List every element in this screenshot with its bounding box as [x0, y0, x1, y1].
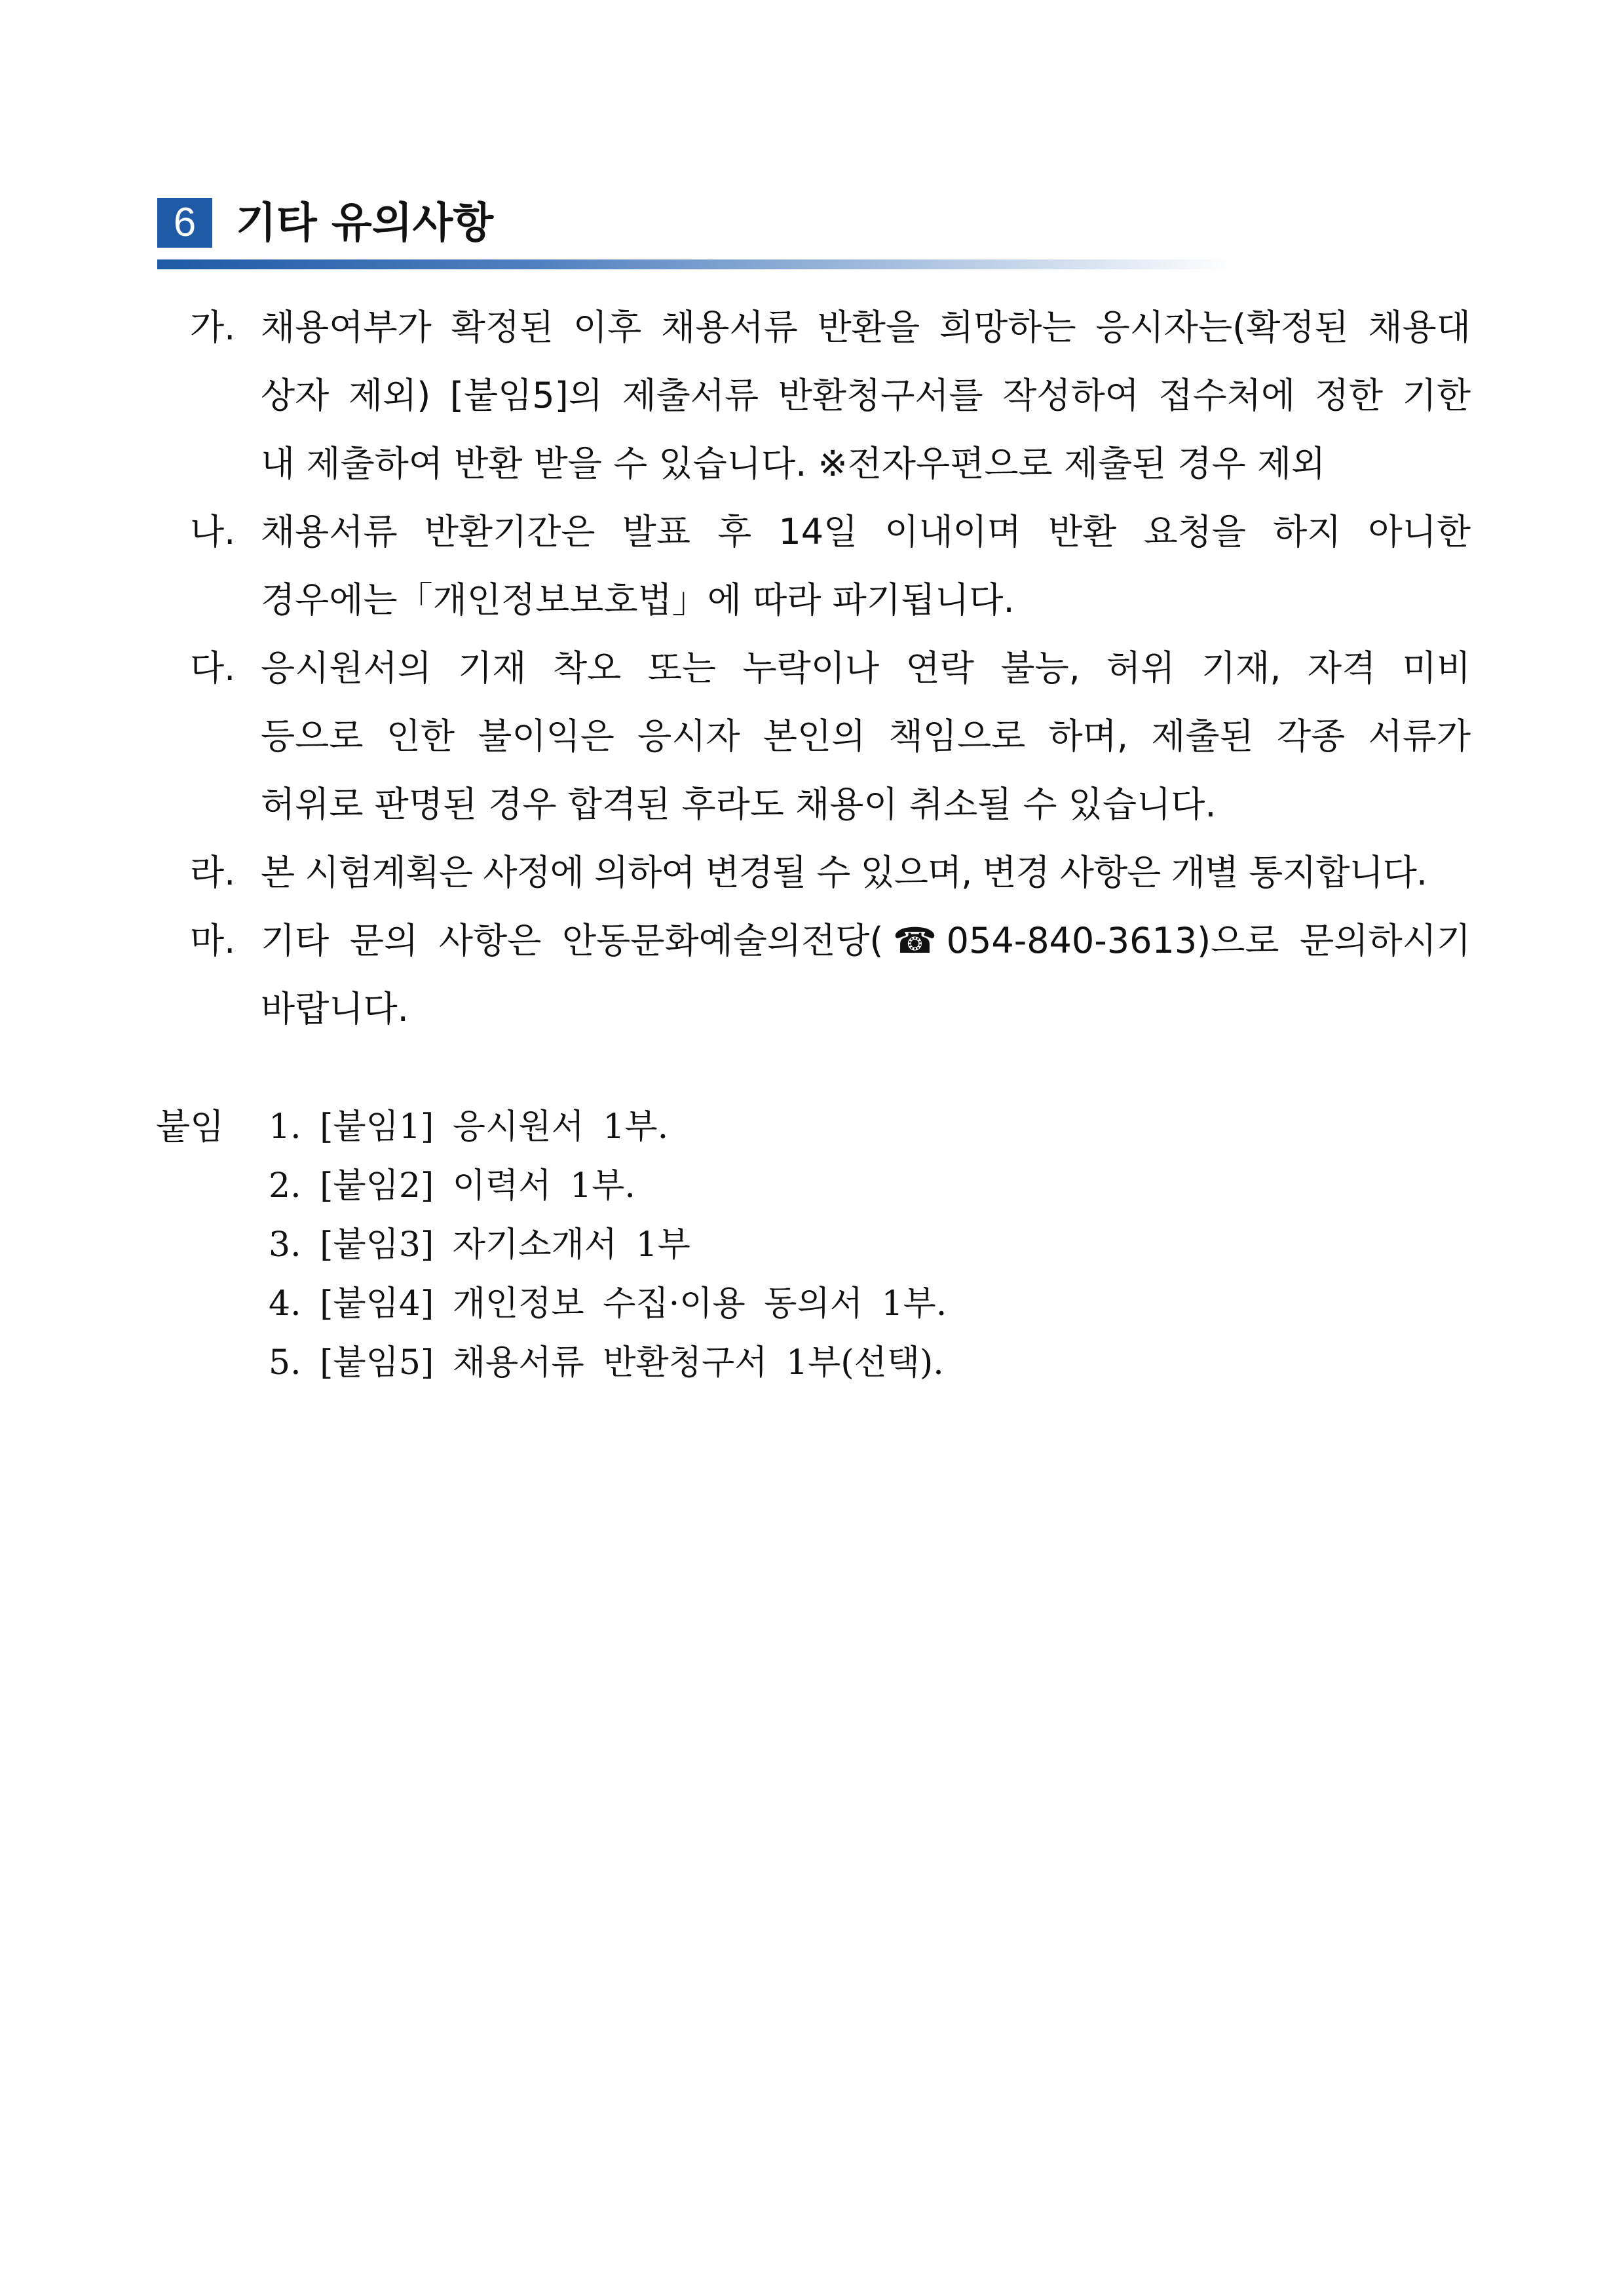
item-da-line-2: 등으로 인한 불이익은 응시자 본인의 책임으로 하며, 제출된 각종 서류가 [261, 717, 1471, 756]
attachment-item-5: 5. [붙임5] 채용서류 반환청구서 1부(선택). [269, 1343, 944, 1383]
item-ga-line-3: 내 제출하여 반환 받을 수 있습니다. ※전자우편으로 제출된 경우 제외 [261, 444, 1326, 484]
item-ga-line-2: 상자 제외) [붙임5]의 제출서류 반환청구서를 작성하여 접수처에 정한 기한 [261, 376, 1471, 415]
section-number-badge: 6 [157, 198, 212, 248]
item-marker-ga: 가. [190, 307, 236, 348]
item-marker-da: 다. [190, 647, 236, 689]
attachment-item-3: 3. [붙임3] 자기소개서 1부 [269, 1225, 690, 1265]
item-ma-line-2: 바랍니다. [261, 989, 409, 1029]
item-ra-line-1: 본 시험계획은 사정에 의하여 변경될 수 있으며, 변경 사항은 개별 통지합니다. [261, 853, 1427, 892]
item-marker-na: 나. [190, 511, 236, 552]
attachment-item-2: 2. [붙임2] 이력서 1부. [269, 1166, 635, 1206]
section-header [157, 194, 1232, 271]
item-marker-ma: 마. [190, 920, 236, 961]
item-na-line-1: 채용서류 반환기간은 발표 후 14일 이내이며 반환 요청을 하지 아니한 [261, 512, 1471, 552]
item-da-line-3: 허위로 판명된 경우 합격된 후라도 채용이 취소될 수 있습니다. [261, 785, 1217, 824]
attachment-item-1: 1. [붙임1] 응시원서 1부. [269, 1107, 669, 1147]
attachments-label: 붙임 [156, 1106, 225, 1147]
section-underline [157, 259, 1232, 269]
attachment-item-4: 4. [붙임4] 개인정보 수집·이용 동의서 1부. [269, 1284, 947, 1324]
item-na-line-2: 경우에는「개인정보보호법」에 따라 파기됩니다. [261, 581, 1015, 620]
item-da-line-1: 응시원서의 기재 착오 또는 누락이나 연락 불능, 허위 기재, 자격 미비 [261, 649, 1471, 688]
section-title: 기타 유의사항 [236, 199, 494, 248]
item-ga-line-1: 채용여부가 확정된 이후 채용서류 반환을 희망하는 응시자는(확정된 채용대 [261, 308, 1471, 347]
item-ma-line-1: 기타 문의 사항은 안동문화예술의전당(☎054-840-3613)으로 문의하시기 [261, 921, 1471, 961]
item-marker-ra: 라. [190, 852, 236, 893]
